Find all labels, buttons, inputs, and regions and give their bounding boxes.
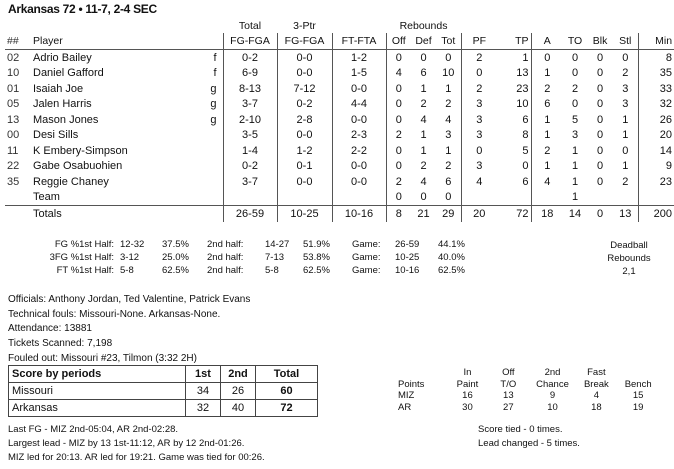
player-to: 0 <box>571 98 579 111</box>
player-stl: 2 <box>613 66 638 82</box>
player-min: 26 <box>659 113 673 126</box>
player-to: 1 <box>571 160 579 173</box>
extra-stats-header <box>398 379 660 391</box>
player-a: 2 <box>544 82 551 95</box>
totals-min: 200 <box>638 206 674 223</box>
game-footer-right <box>478 423 580 451</box>
player-blk: 0 <box>596 129 604 142</box>
player-pf: 3 <box>476 113 483 126</box>
pct-gp: 62.5% <box>438 265 465 276</box>
player-tot: 0 <box>436 50 461 66</box>
periods-team: Arkansas <box>9 400 186 417</box>
player-a: 6 <box>544 98 551 111</box>
player-tp: 13 <box>497 66 531 82</box>
player-ft: 2-2 <box>332 143 386 159</box>
player-ft: 4-4 <box>332 97 386 113</box>
player-stl: 0 <box>613 50 638 66</box>
team-label: Team <box>33 191 60 204</box>
player-num: 13 <box>7 113 20 126</box>
pct-h2: 14-27 <box>265 239 290 250</box>
player-fg: 6-9 <box>223 66 277 82</box>
player-tot: 2 <box>436 97 461 113</box>
player-def: 0 <box>420 51 427 64</box>
player-fg3: 0-0 <box>277 174 332 190</box>
player-fg3: 1-2 <box>277 143 332 159</box>
team-def: 0 <box>420 191 427 204</box>
pct-gp: 44.1% <box>438 239 465 250</box>
header-player: Player <box>31 33 199 50</box>
player-pos <box>199 159 223 175</box>
header-to: TO <box>563 33 587 50</box>
player-a: 1 <box>544 129 551 142</box>
team-off: 0 <box>395 191 402 204</box>
player-blk: 0 <box>596 82 604 95</box>
player-row <box>5 128 674 144</box>
pct-h2: 5-8 <box>265 265 279 276</box>
extra-stats-row-cell: 10 <box>547 401 558 413</box>
box-score-title: Arkansas 72 • 11-7, 2-4 SEC <box>8 2 157 16</box>
player-num: 35 <box>7 175 20 188</box>
player-pf: 3 <box>476 129 483 142</box>
periods-2nd: 40 <box>221 400 256 417</box>
player-name: Desi Sills <box>33 129 79 142</box>
player-def: 4 <box>420 113 427 126</box>
player-fg3: 0-2 <box>277 97 332 113</box>
extra-stats-row-cell: 15 <box>632 390 644 401</box>
player-fg: 0-2 <box>223 159 277 175</box>
extra-stats-header-cell: Paint <box>456 378 479 390</box>
totals-tot: 29 <box>436 206 461 223</box>
totals-label: Totals <box>31 206 199 223</box>
player-blk: 0 <box>596 113 604 126</box>
player-off: 0 <box>395 160 402 173</box>
header-def: Def <box>411 33 436 50</box>
player-num: 22 <box>7 160 20 173</box>
pct-g: 10-25 <box>395 252 420 263</box>
player-tp: 10 <box>497 97 531 113</box>
player-row <box>5 81 674 97</box>
player-pf: 2 <box>476 51 483 64</box>
pct-g: 10-16 <box>395 265 420 276</box>
player-to: 0 <box>571 51 579 64</box>
player-min: 8 <box>665 51 673 64</box>
header-ft: FT-FTA <box>332 33 386 50</box>
player-a: 1 <box>544 160 551 173</box>
extra-stats-header-cell: T/O <box>500 378 517 390</box>
player-row <box>5 50 674 66</box>
player-ft: 1-5 <box>332 66 386 82</box>
player-pf: 3 <box>476 98 483 111</box>
player-fg: 0-2 <box>223 50 277 66</box>
led-time: MIZ led for 20:13. AR led for 19:21. Game was tied for 00:26. <box>8 452 265 463</box>
extra-stats-header-cell: Break <box>583 378 609 390</box>
player-pos: f <box>213 67 217 80</box>
pct-h1p: 25.0% <box>162 252 189 263</box>
player-row <box>5 112 674 128</box>
header-a: A <box>531 33 563 50</box>
player-name: Mason Jones <box>33 113 99 126</box>
player-off: 0 <box>395 144 402 157</box>
player-off: 0 <box>395 98 402 111</box>
extra-stats-header-cell: Chance <box>536 378 569 390</box>
player-fg3: 0-0 <box>277 66 332 82</box>
player-fg: 3-7 <box>223 97 277 113</box>
extra-stats-row-cell: 13 <box>503 390 514 401</box>
periods-team: Missouri <box>9 383 186 400</box>
player-fg3: 0-0 <box>277 50 332 66</box>
header-min: Min <box>638 33 674 50</box>
player-ft: 2-3 <box>332 128 386 144</box>
pct-h2p: 53.8% <box>303 252 330 263</box>
player-blk: 0 <box>596 144 604 157</box>
periods-1st: 34 <box>186 383 221 400</box>
pct-gl: Game: <box>352 239 381 250</box>
totals-off: 8 <box>386 206 411 223</box>
player-row <box>5 97 674 113</box>
pct-h2: 7-13 <box>265 252 285 263</box>
header-fg: FG-FGA <box>223 33 277 50</box>
header-total-group: Total <box>238 19 262 32</box>
player-to: 5 <box>571 113 579 126</box>
player-pf: 3 <box>476 160 483 173</box>
player-blk: 0 <box>596 51 604 64</box>
player-stl: 3 <box>613 97 638 113</box>
player-stl: 2 <box>613 174 638 190</box>
periods-total: 60 <box>256 383 318 400</box>
lead-changed: Lead changed - 5 times. <box>478 438 580 449</box>
player-to: 2 <box>571 82 579 95</box>
largest-lead: Largest lead - MIZ by 13 1st-11:12, AR by 12 2nd-01:26. <box>8 438 245 449</box>
player-def: 1 <box>420 82 427 95</box>
player-min: 9 <box>665 160 673 173</box>
totals-ft: 10-16 <box>332 206 386 223</box>
extra-stats-row-cell: 18 <box>591 401 602 413</box>
player-tp: 6 <box>497 112 531 128</box>
deadball-label-1: Deadball <box>610 240 648 251</box>
player-stl: 1 <box>613 128 638 144</box>
player-tp: 6 <box>497 174 531 190</box>
player-blk: 0 <box>596 67 604 80</box>
player-fg3: 0-0 <box>277 128 332 144</box>
player-tp: 23 <box>497 81 531 97</box>
periods-2nd: 26 <box>221 383 256 400</box>
officials: Officials: Anthony Jordan, Ted Valentine, Patrick Evans <box>8 294 251 305</box>
player-def: 2 <box>420 98 427 111</box>
totals-pf: 20 <box>461 206 497 223</box>
player-row <box>5 159 674 175</box>
player-tot: 4 <box>436 112 461 128</box>
player-tot: 10 <box>436 66 461 82</box>
player-name: Reggie Chaney <box>33 175 109 188</box>
player-row <box>5 174 674 190</box>
player-a: 1 <box>544 67 551 80</box>
player-to: 1 <box>571 175 579 188</box>
extra-stats-header-cell <box>398 367 447 379</box>
player-pos: g <box>210 113 217 126</box>
player-pos: g <box>210 98 217 111</box>
header-off: Off <box>386 33 411 50</box>
pct-label: FG %1st Half: <box>54 239 114 250</box>
player-pf: 4 <box>476 175 483 188</box>
extra-points-table <box>398 367 660 413</box>
totals-blk: 0 <box>587 206 613 223</box>
header-fg3: FG-FGA <box>277 33 332 50</box>
totals-to: 14 <box>563 206 587 223</box>
pct-label: 3FG %1st Half: <box>49 252 114 263</box>
pct-h2p: 51.9% <box>303 239 330 250</box>
player-name: Daniel Gafford <box>33 67 104 80</box>
player-tp: 1 <box>497 50 531 66</box>
player-tot: 6 <box>436 174 461 190</box>
pct-g: 26-59 <box>395 239 420 250</box>
player-to: 0 <box>571 67 579 80</box>
header-rebounds-group: Rebounds <box>399 19 448 32</box>
player-pos: f <box>213 51 217 64</box>
player-stl: 3 <box>613 81 638 97</box>
player-blk: 0 <box>596 175 604 188</box>
player-ft: 0-0 <box>332 174 386 190</box>
player-fg3: 7-12 <box>277 81 332 97</box>
player-off: 4 <box>395 67 402 80</box>
player-pf: 2 <box>476 82 483 95</box>
player-def: 1 <box>420 144 427 157</box>
player-def: 4 <box>420 175 427 188</box>
header-tp: TP <box>497 33 531 50</box>
periods-header-2nd: 2nd <box>221 366 256 383</box>
player-tot: 2 <box>436 159 461 175</box>
player-min: 20 <box>659 129 673 142</box>
player-min: 14 <box>659 144 673 157</box>
player-off: 2 <box>395 129 402 142</box>
player-num: 02 <box>7 51 20 64</box>
totals-a: 18 <box>531 206 563 223</box>
player-def: 1 <box>420 129 427 142</box>
player-min: 35 <box>659 67 673 80</box>
player-num: 11 <box>7 144 19 157</box>
extra-stats-row <box>398 390 660 402</box>
pct-gl: Game: <box>352 252 381 263</box>
player-fg: 8-13 <box>223 81 277 97</box>
extra-stats-row-cell: 4 <box>593 390 600 401</box>
player-fg: 3-7 <box>223 174 277 190</box>
team-tot: 0 <box>436 190 461 206</box>
periods-header-total: Total <box>256 366 318 383</box>
player-a: 1 <box>544 113 551 126</box>
score-by-periods-table <box>8 365 318 417</box>
extra-stats-row-cell: 16 <box>462 390 473 401</box>
player-stl: 0 <box>613 143 638 159</box>
periods-1st: 32 <box>186 400 221 417</box>
player-blk: 0 <box>596 160 604 173</box>
extra-stats-row-cell: 19 <box>632 401 644 413</box>
technical-fouls: Technical fouls: Missouri-None. Arkansas-None. <box>8 308 221 320</box>
extra-stats-row-cell: 9 <box>549 390 556 401</box>
tickets-scanned: Tickets Scanned: 7,198 <box>8 338 113 350</box>
player-a: 0 <box>544 51 551 64</box>
player-tp: 0 <box>497 159 531 175</box>
deadball-value: 2,1 <box>622 266 636 277</box>
totals-def: 21 <box>411 206 436 223</box>
player-tp: 5 <box>497 143 531 159</box>
player-fg: 3-5 <box>223 128 277 144</box>
player-min: 23 <box>659 175 673 188</box>
extra-stats-header-cell: 2nd <box>544 367 561 378</box>
player-to: 3 <box>571 129 579 142</box>
player-blk: 0 <box>596 98 604 111</box>
player-name: Gabe Osabuohien <box>33 160 123 173</box>
deadball-rebounds <box>598 239 660 278</box>
player-pf: 0 <box>476 67 483 80</box>
player-name: Isaiah Joe <box>33 82 84 95</box>
game-footer <box>8 423 265 465</box>
header-tot: Tot <box>436 33 461 50</box>
player-ft: 1-2 <box>332 50 386 66</box>
player-fg: 1-4 <box>223 143 277 159</box>
player-row <box>5 143 674 159</box>
player-ft: 0-0 <box>332 112 386 128</box>
player-name: Jalen Harris <box>33 98 92 111</box>
pct-h2l: 2nd half: <box>207 265 244 276</box>
header-pf: PF <box>461 33 497 50</box>
extra-stats-header-cell: Points <box>398 378 425 390</box>
player-a: 4 <box>544 175 551 188</box>
player-min: 33 <box>659 82 673 95</box>
extra-stats-row-cell: 27 <box>503 401 514 413</box>
game-info <box>8 293 250 367</box>
extra-stats-header-cell <box>616 367 660 379</box>
pct-label: FT %1st Half: <box>56 265 114 276</box>
player-fg: 2-10 <box>223 112 277 128</box>
periods-total: 72 <box>256 400 318 417</box>
player-fg3: 0-1 <box>277 159 332 175</box>
player-pos: g <box>210 82 217 95</box>
player-fg3: 2-8 <box>277 112 332 128</box>
periods-header-1st: 1st <box>186 366 221 383</box>
player-off: 0 <box>395 113 402 126</box>
pct-gp: 40.0% <box>438 252 465 263</box>
extra-stats-header-cell: Bench <box>624 378 652 390</box>
player-tot: 3 <box>436 128 461 144</box>
player-num: 01 <box>7 82 20 95</box>
player-pf: 0 <box>476 144 483 157</box>
player-name: K Embery-Simpson <box>33 144 128 157</box>
pct-h2l: 2nd half: <box>207 252 244 263</box>
player-num: 05 <box>7 98 20 111</box>
player-tot: 1 <box>436 81 461 97</box>
deadball-label-2: Rebounds <box>607 253 651 264</box>
totals-fg: 26-59 <box>223 206 277 223</box>
pct-h1: 12-32 <box>120 239 145 250</box>
player-a: 2 <box>544 144 551 157</box>
player-pos <box>199 128 223 144</box>
box-score-table <box>5 18 674 222</box>
periods-header-label: Score by periods <box>9 366 186 383</box>
team-to: 1 <box>571 191 579 204</box>
player-min: 32 <box>659 98 673 111</box>
pct-h1p: 62.5% <box>162 265 189 276</box>
header-blk: Blk <box>587 33 613 50</box>
fouled-out: Fouled out: Missouri #23, Tilmon (3:32 2H) <box>8 352 197 364</box>
extra-stats-row-cell: MIZ <box>398 390 415 401</box>
player-num: 00 <box>7 129 20 142</box>
player-name: Adrio Bailey <box>33 51 92 64</box>
header-num: ## <box>5 33 31 50</box>
player-def: 6 <box>420 67 427 80</box>
pct-h2l: 2nd half: <box>207 239 244 250</box>
pct-h1p: 37.5% <box>162 239 189 250</box>
pct-gl: Game: <box>352 265 381 276</box>
totals-fg3: 10-25 <box>277 206 332 223</box>
player-off: 0 <box>395 51 402 64</box>
last-fg: Last FG - MIZ 2nd-05:04, AR 2nd-02:28. <box>8 424 179 435</box>
header-3ptr-group: 3-Ptr <box>293 19 316 32</box>
player-tp: 8 <box>497 128 531 144</box>
player-ft: 0-0 <box>332 159 386 175</box>
player-num: 10 <box>7 67 20 80</box>
extra-stats-row-cell: 30 <box>462 401 473 413</box>
score-tied: Score tied - 0 times. <box>478 424 563 435</box>
player-stl: 1 <box>613 112 638 128</box>
player-row <box>5 66 674 82</box>
player-off: 0 <box>395 82 402 95</box>
player-def: 2 <box>420 160 427 173</box>
extra-stats-header-cell: In <box>463 367 472 378</box>
extra-stats-row <box>398 402 660 414</box>
player-ft: 0-0 <box>332 81 386 97</box>
extra-stats-row-cell: AR <box>398 401 412 413</box>
totals-tp: 72 <box>497 206 531 223</box>
player-pos <box>199 143 223 159</box>
header-stl: Stl <box>613 33 638 50</box>
totals-stl: 13 <box>613 206 638 223</box>
attendance: Attendance: 13881 <box>8 323 92 335</box>
player-off: 2 <box>395 175 402 188</box>
pct-h1: 5-8 <box>120 265 134 276</box>
extra-stats-header-cell: Fast <box>587 367 606 378</box>
extra-stats-header-cell: Off <box>502 367 515 378</box>
player-pos <box>199 174 223 190</box>
player-tot: 1 <box>436 143 461 159</box>
player-to: 1 <box>571 144 579 157</box>
pct-h1: 3-12 <box>120 252 140 263</box>
extra-stats-header <box>398 367 660 379</box>
pct-h2p: 62.5% <box>303 265 330 276</box>
player-stl: 1 <box>613 159 638 175</box>
